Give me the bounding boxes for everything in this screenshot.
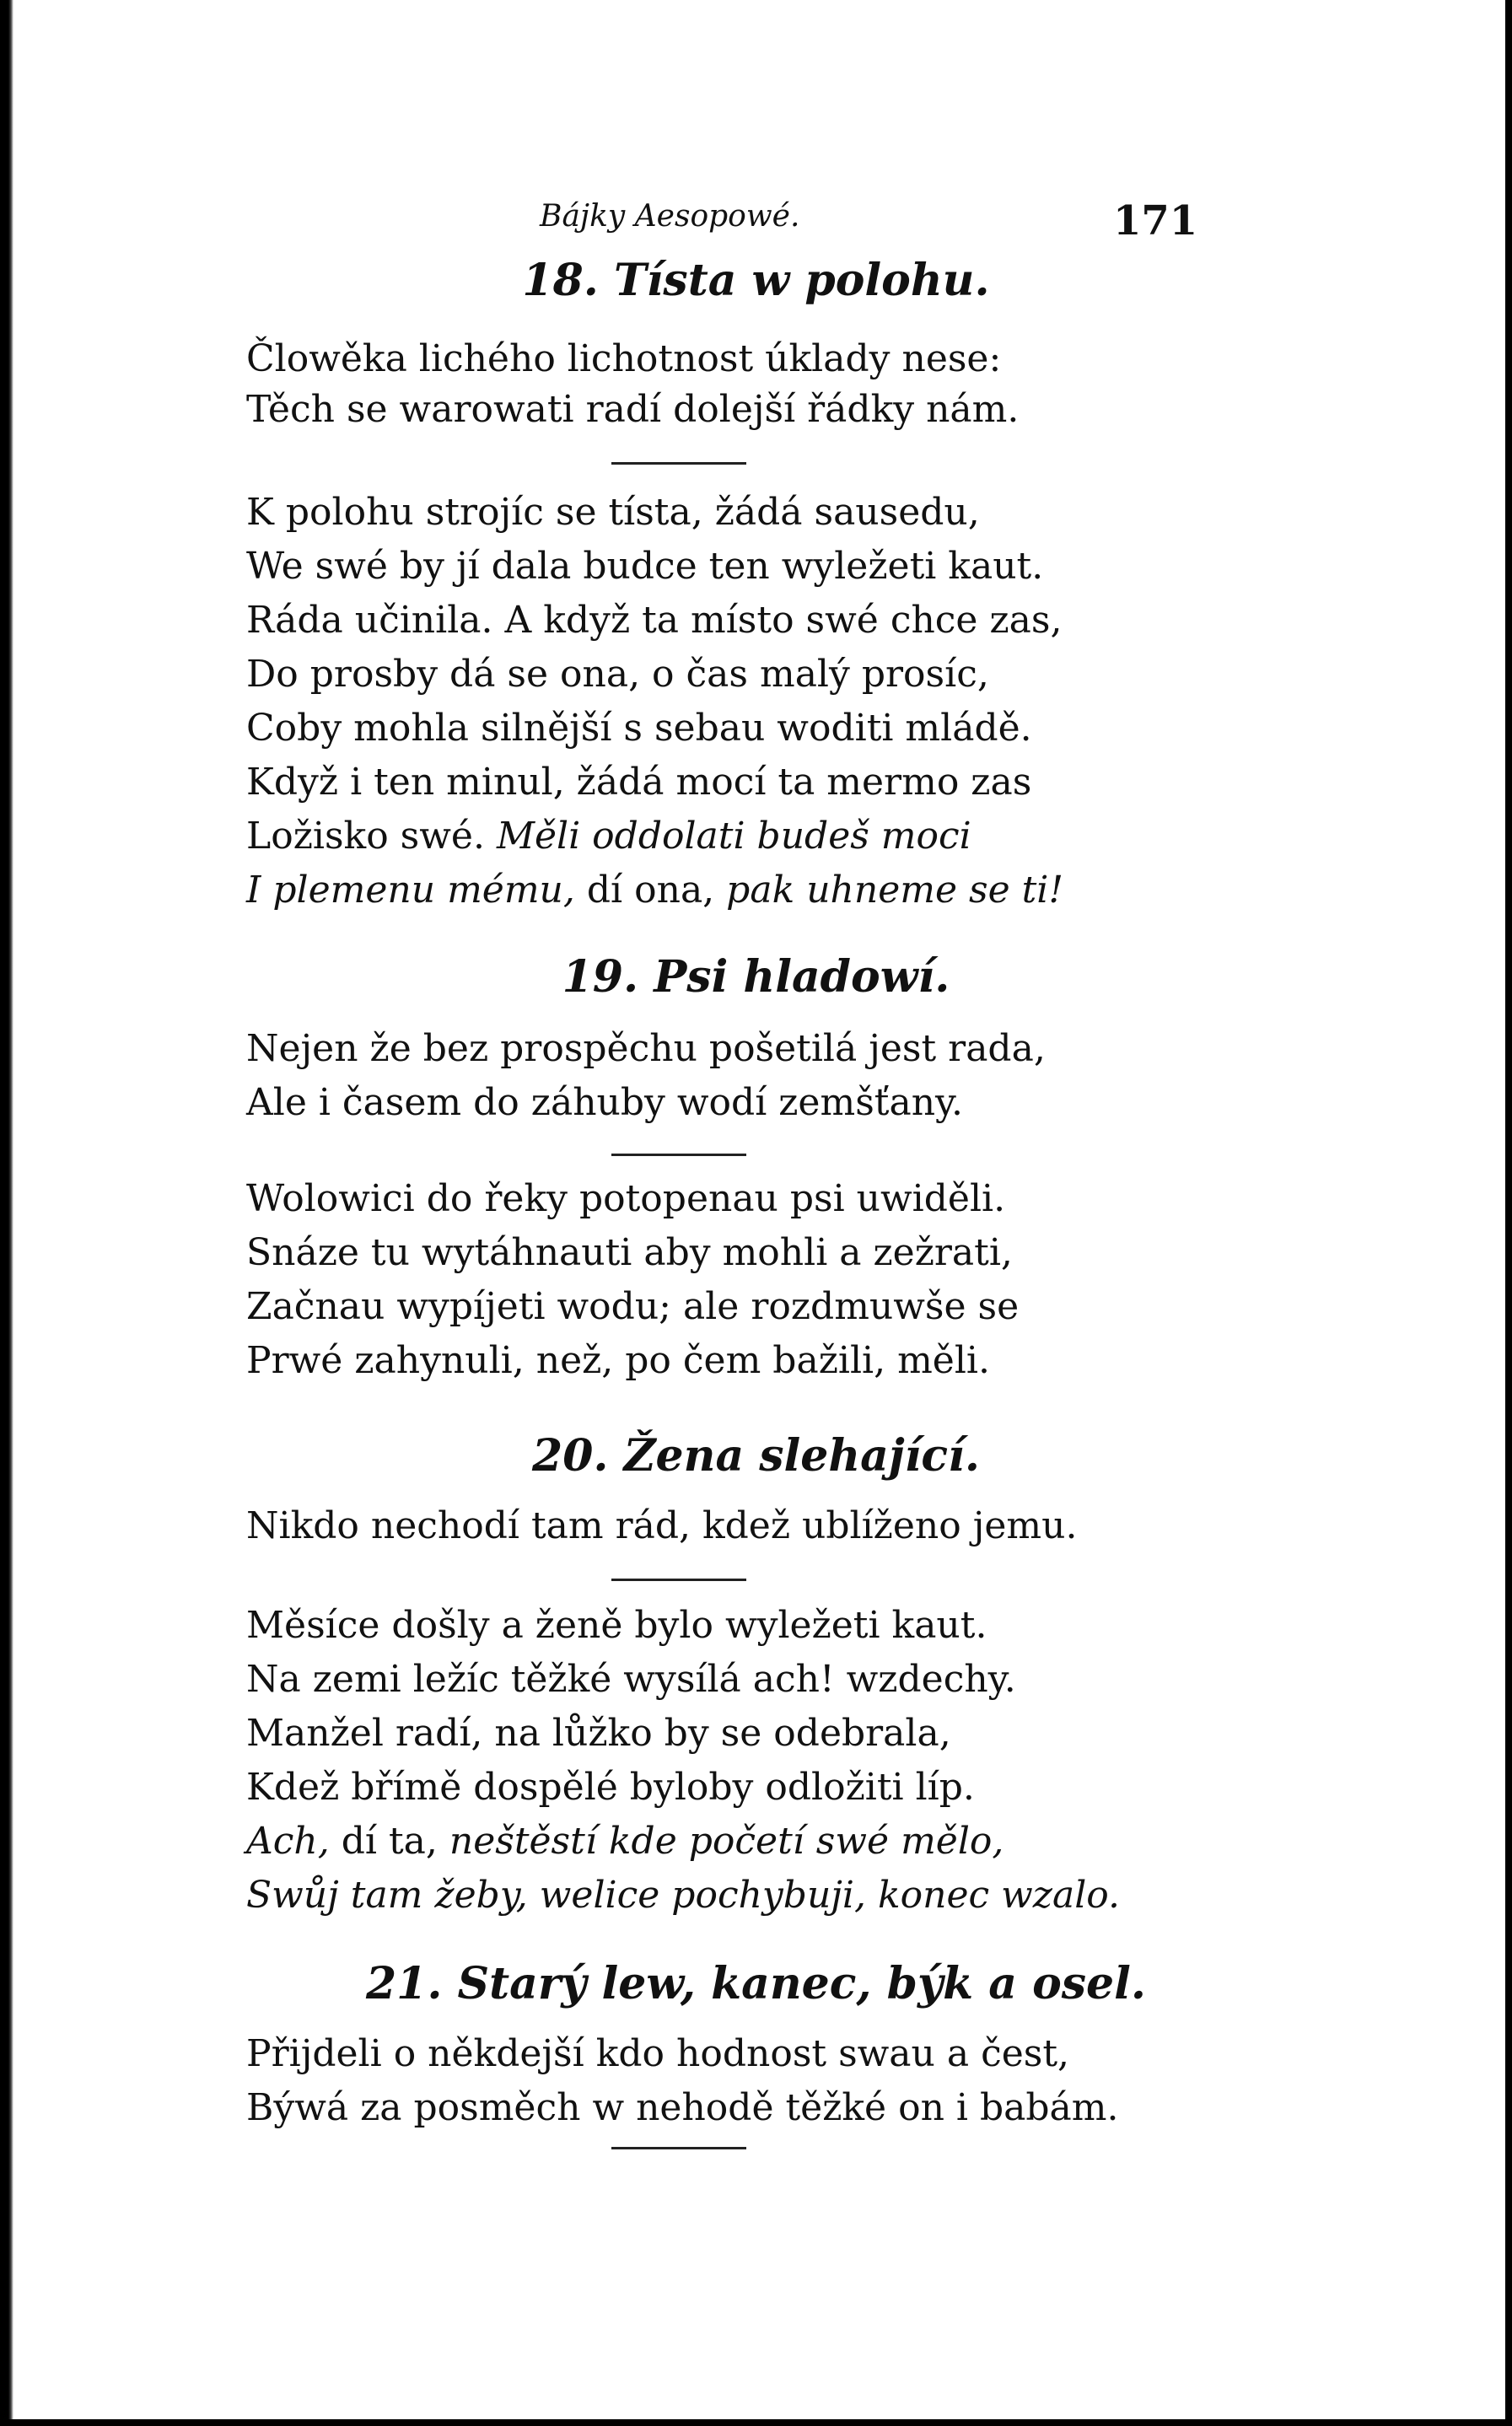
page-binding-edge [0, 0, 13, 2426]
fable-19-story-line: Wolowici do řeky potopenau psi uwiděli. [246, 1177, 1006, 1220]
section-divider [611, 462, 746, 465]
fable-21-title: 21. Starý lew, kanec, býk a osel. [365, 1958, 1146, 2009]
fable-20-story-line: Na zemi ležíc těžké wysílá ach! wzdechy. [246, 1658, 1016, 1701]
fable-18-title: 18. Tísta w polohu. [522, 255, 990, 306]
story-text-italic: I plemenu mému, [246, 869, 575, 912]
story-text-italic: neštěstí kde početí swé mělo, [449, 1820, 1004, 1863]
fable-20-story-line: Měsíce došly a ženě bylo wyležeti kaut. [246, 1604, 987, 1647]
fable-20-title: 20. Žena slehající. [532, 1430, 980, 1482]
section-divider [611, 2147, 746, 2149]
running-head [0, 189, 1512, 248]
fable-18-story-line: Ráda učinila. A když ta místo swé chce zas, [246, 599, 1063, 642]
fable-21-moral-line: Býwá za posměch w nehodě těžké on i babám. [246, 2086, 1119, 2129]
story-text: dí ona, [586, 869, 715, 912]
fable-20-story-line: Swůj tam žeby, welice pochybuji, konec wzalo. [246, 1874, 1120, 1917]
fable-21-moral-line: Přijdeli o někdejší kdo hodnost swau a čest, [246, 2032, 1070, 2075]
fable-20-story-line: Kdež břímě dospělé byloby odložiti líp. [246, 1766, 975, 1809]
fable-20-story-line [246, 1818, 1004, 1865]
fable-18-story-line: We swé by jí dala budce ten wyležeti kaut. [246, 545, 1044, 588]
story-text-italic: Ach, [246, 1820, 330, 1863]
story-text: Ložisko swé. [246, 815, 485, 858]
fable-18-moral-line: Těch se warowati radí dolejší řádky nám. [246, 388, 1020, 431]
fable-20-story-line: Manžel radí, na lůžko by se odebrala, [246, 1712, 951, 1755]
fable-19-story-line: Snáze tu wytáhnauti aby mohli a zežrati, [246, 1231, 1013, 1274]
story-text: dí ta, [341, 1820, 438, 1863]
page-bottom-edge [0, 2419, 1512, 2426]
fable-19-moral-line: Ale i časem do záhuby wodí zemšťany. [246, 1081, 964, 1124]
fable-19-story-line: Prwé zahynuli, než, po čem bažili, měli. [246, 1339, 990, 1382]
section-divider [611, 1154, 746, 1156]
page-right-edge [1505, 0, 1512, 2426]
running-title: Bájky Aesopowé. [540, 199, 800, 234]
fable-18-story-line: Coby mohla silnější s sebau woditi mládě. [246, 707, 1032, 750]
page-number: 171 [1113, 197, 1198, 245]
story-text-italic: pak uhneme se ti! [726, 869, 1064, 912]
fable-18-story-line: K polohu strojíc se tísta, žádá sausedu, [246, 491, 980, 534]
fable-18-moral-line: Člowěka lichého lichotnost úklady nese: [246, 337, 1002, 380]
fable-19-story-line: Začnau wypíjeti wodu; ale rozdmuwše se [246, 1285, 1020, 1328]
section-divider [611, 1579, 746, 1581]
fable-18-story-line [246, 867, 1063, 914]
fable-20-moral-line: Nikdo nechodí tam rád, kdež ublíženo jemu. [246, 1504, 1078, 1547]
fable-18-story-line [246, 813, 971, 860]
story-text-italic: Měli oddolati budeš moci [496, 815, 971, 858]
fable-18-story-line: Do prosby dá se ona, o čas malý prosíc, [246, 653, 989, 696]
fable-18-story-line: Když i ten minul, žádá mocí ta mermo zas [246, 761, 1032, 804]
fable-19-title: 19. Psi hladowí. [562, 951, 950, 1003]
fable-19-moral-line: Nejen že bez prospěchu pošetilá jest rada, [246, 1027, 1046, 1070]
